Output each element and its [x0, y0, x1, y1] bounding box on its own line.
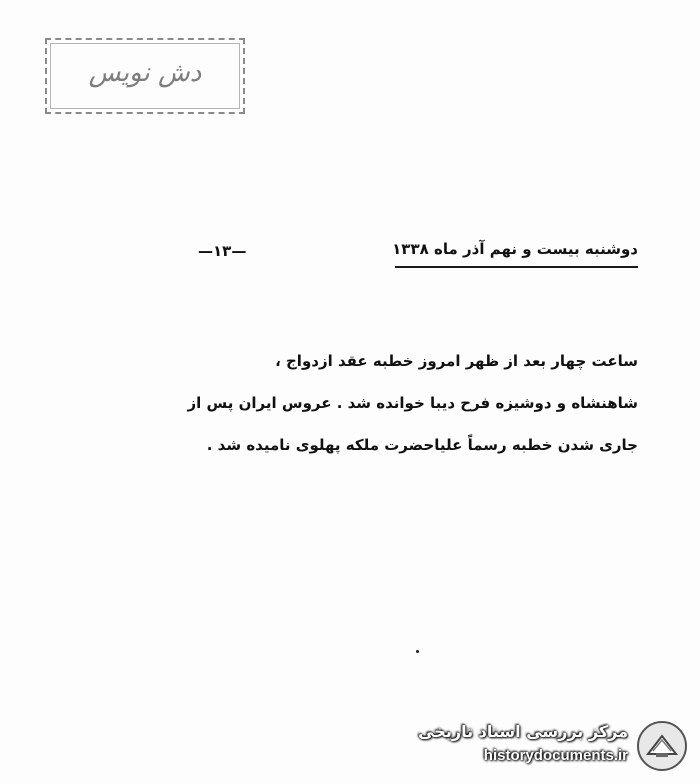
draft-stamp-text: دش نویس — [88, 58, 202, 88]
paper-speck — [416, 650, 419, 653]
document-date: دوشنبه بیست و نهم آذر ماه ۱۳۳۸ — [392, 240, 638, 258]
document-body — [158, 340, 638, 466]
date-underline — [395, 266, 638, 268]
page-number: —۱۳— — [198, 242, 247, 260]
watermark-title: مرکز بررسی اسناد تاریخی — [418, 722, 628, 741]
body-line-3: جاری شدن خطبه رسماً علیاحضرت ملکه پهلوی نامیده شد . — [206, 436, 638, 454]
book-seal-icon — [636, 720, 688, 772]
body-line-1: ساعت چهار بعد از ظهر امروز خطبه عقد ازدواج ، — [275, 352, 638, 370]
draft-stamp — [45, 38, 245, 114]
archive-watermark — [410, 720, 688, 772]
body-line-2: شاهنشاه و دوشیزه فرح دیبا خوانده شد . عروس ایران پس از — [187, 394, 638, 412]
watermark-url: historydocuments.ir — [483, 747, 628, 764]
